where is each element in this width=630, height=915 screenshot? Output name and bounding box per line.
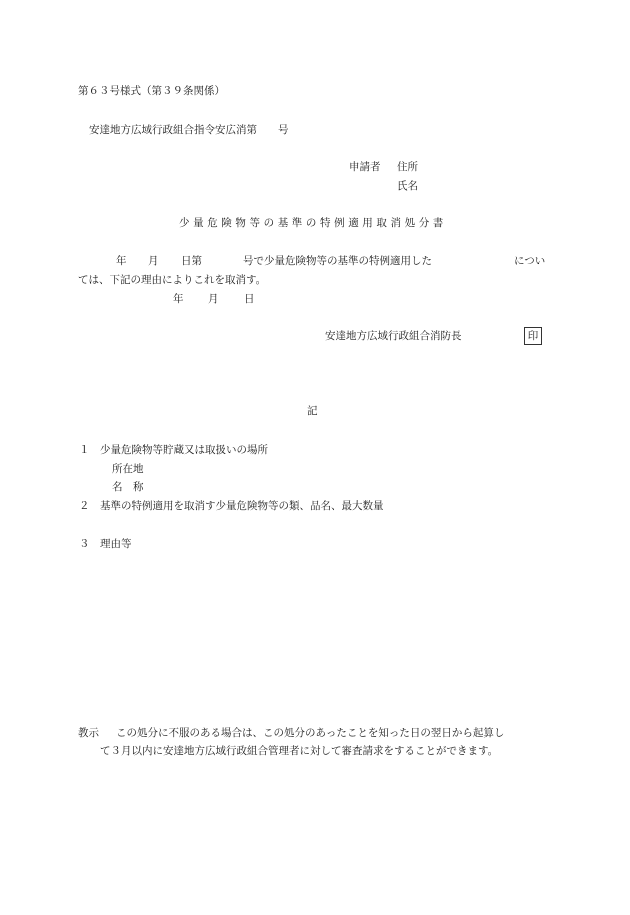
item2-text: 基準の特例適用を取消す少量危険物等の類、品名、最大数量 <box>100 500 384 512</box>
item3-text: 理由等 <box>100 538 132 550</box>
item3-number: ３ <box>79 538 90 550</box>
form-number: 第６３号様式（第３９条関係） <box>78 85 225 97</box>
item1-number: １ <box>79 444 90 456</box>
body-day-number-mark: 日第 <box>181 255 202 267</box>
item2-number: ２ <box>79 500 90 512</box>
body-sentence-part1: 号で少量危険物等の基準の特例適用した <box>243 255 432 267</box>
ki-heading: 記 <box>307 405 318 417</box>
item1-text: 少量危険物等貯蔵又は取扱いの場所 <box>100 444 268 456</box>
body-year-mark: 年 <box>116 255 127 267</box>
notice-label: 教示 <box>78 727 99 739</box>
document-title: 少量危険物等の基準の特例適用取消処分書 <box>179 217 447 229</box>
notice-line2: て３月以内に安達地方広域行政組合管理者に対して審査請求をすることができます。 <box>100 745 499 757</box>
seal-mark: 印 <box>524 327 542 345</box>
body-month-mark: 月 <box>148 255 159 267</box>
item1-name-label: 名 称 <box>112 481 144 493</box>
body-sentence-part2: ては、下記の理由によりこれを取消す。 <box>78 274 267 286</box>
applicant-address-label: 住所 <box>397 161 418 173</box>
date-month: 月 <box>208 293 219 305</box>
item1-location-label: 所在地 <box>112 463 144 475</box>
issuer-name: 安達地方広域行政組合消防長 <box>325 330 462 342</box>
document-number: 安達地方広域行政組合指令安広消第 号 <box>89 124 289 136</box>
notice-line1: この処分に不服のある場合は、この処分のあったことを知った日の翌日から起算し <box>116 727 505 739</box>
date-day: 日 <box>244 293 255 305</box>
applicant-name-label: 氏名 <box>397 180 418 192</box>
body-sentence-part1-end: につい <box>514 255 546 267</box>
date-year: 年 <box>173 293 184 305</box>
applicant-label: 申請者 <box>349 161 381 173</box>
